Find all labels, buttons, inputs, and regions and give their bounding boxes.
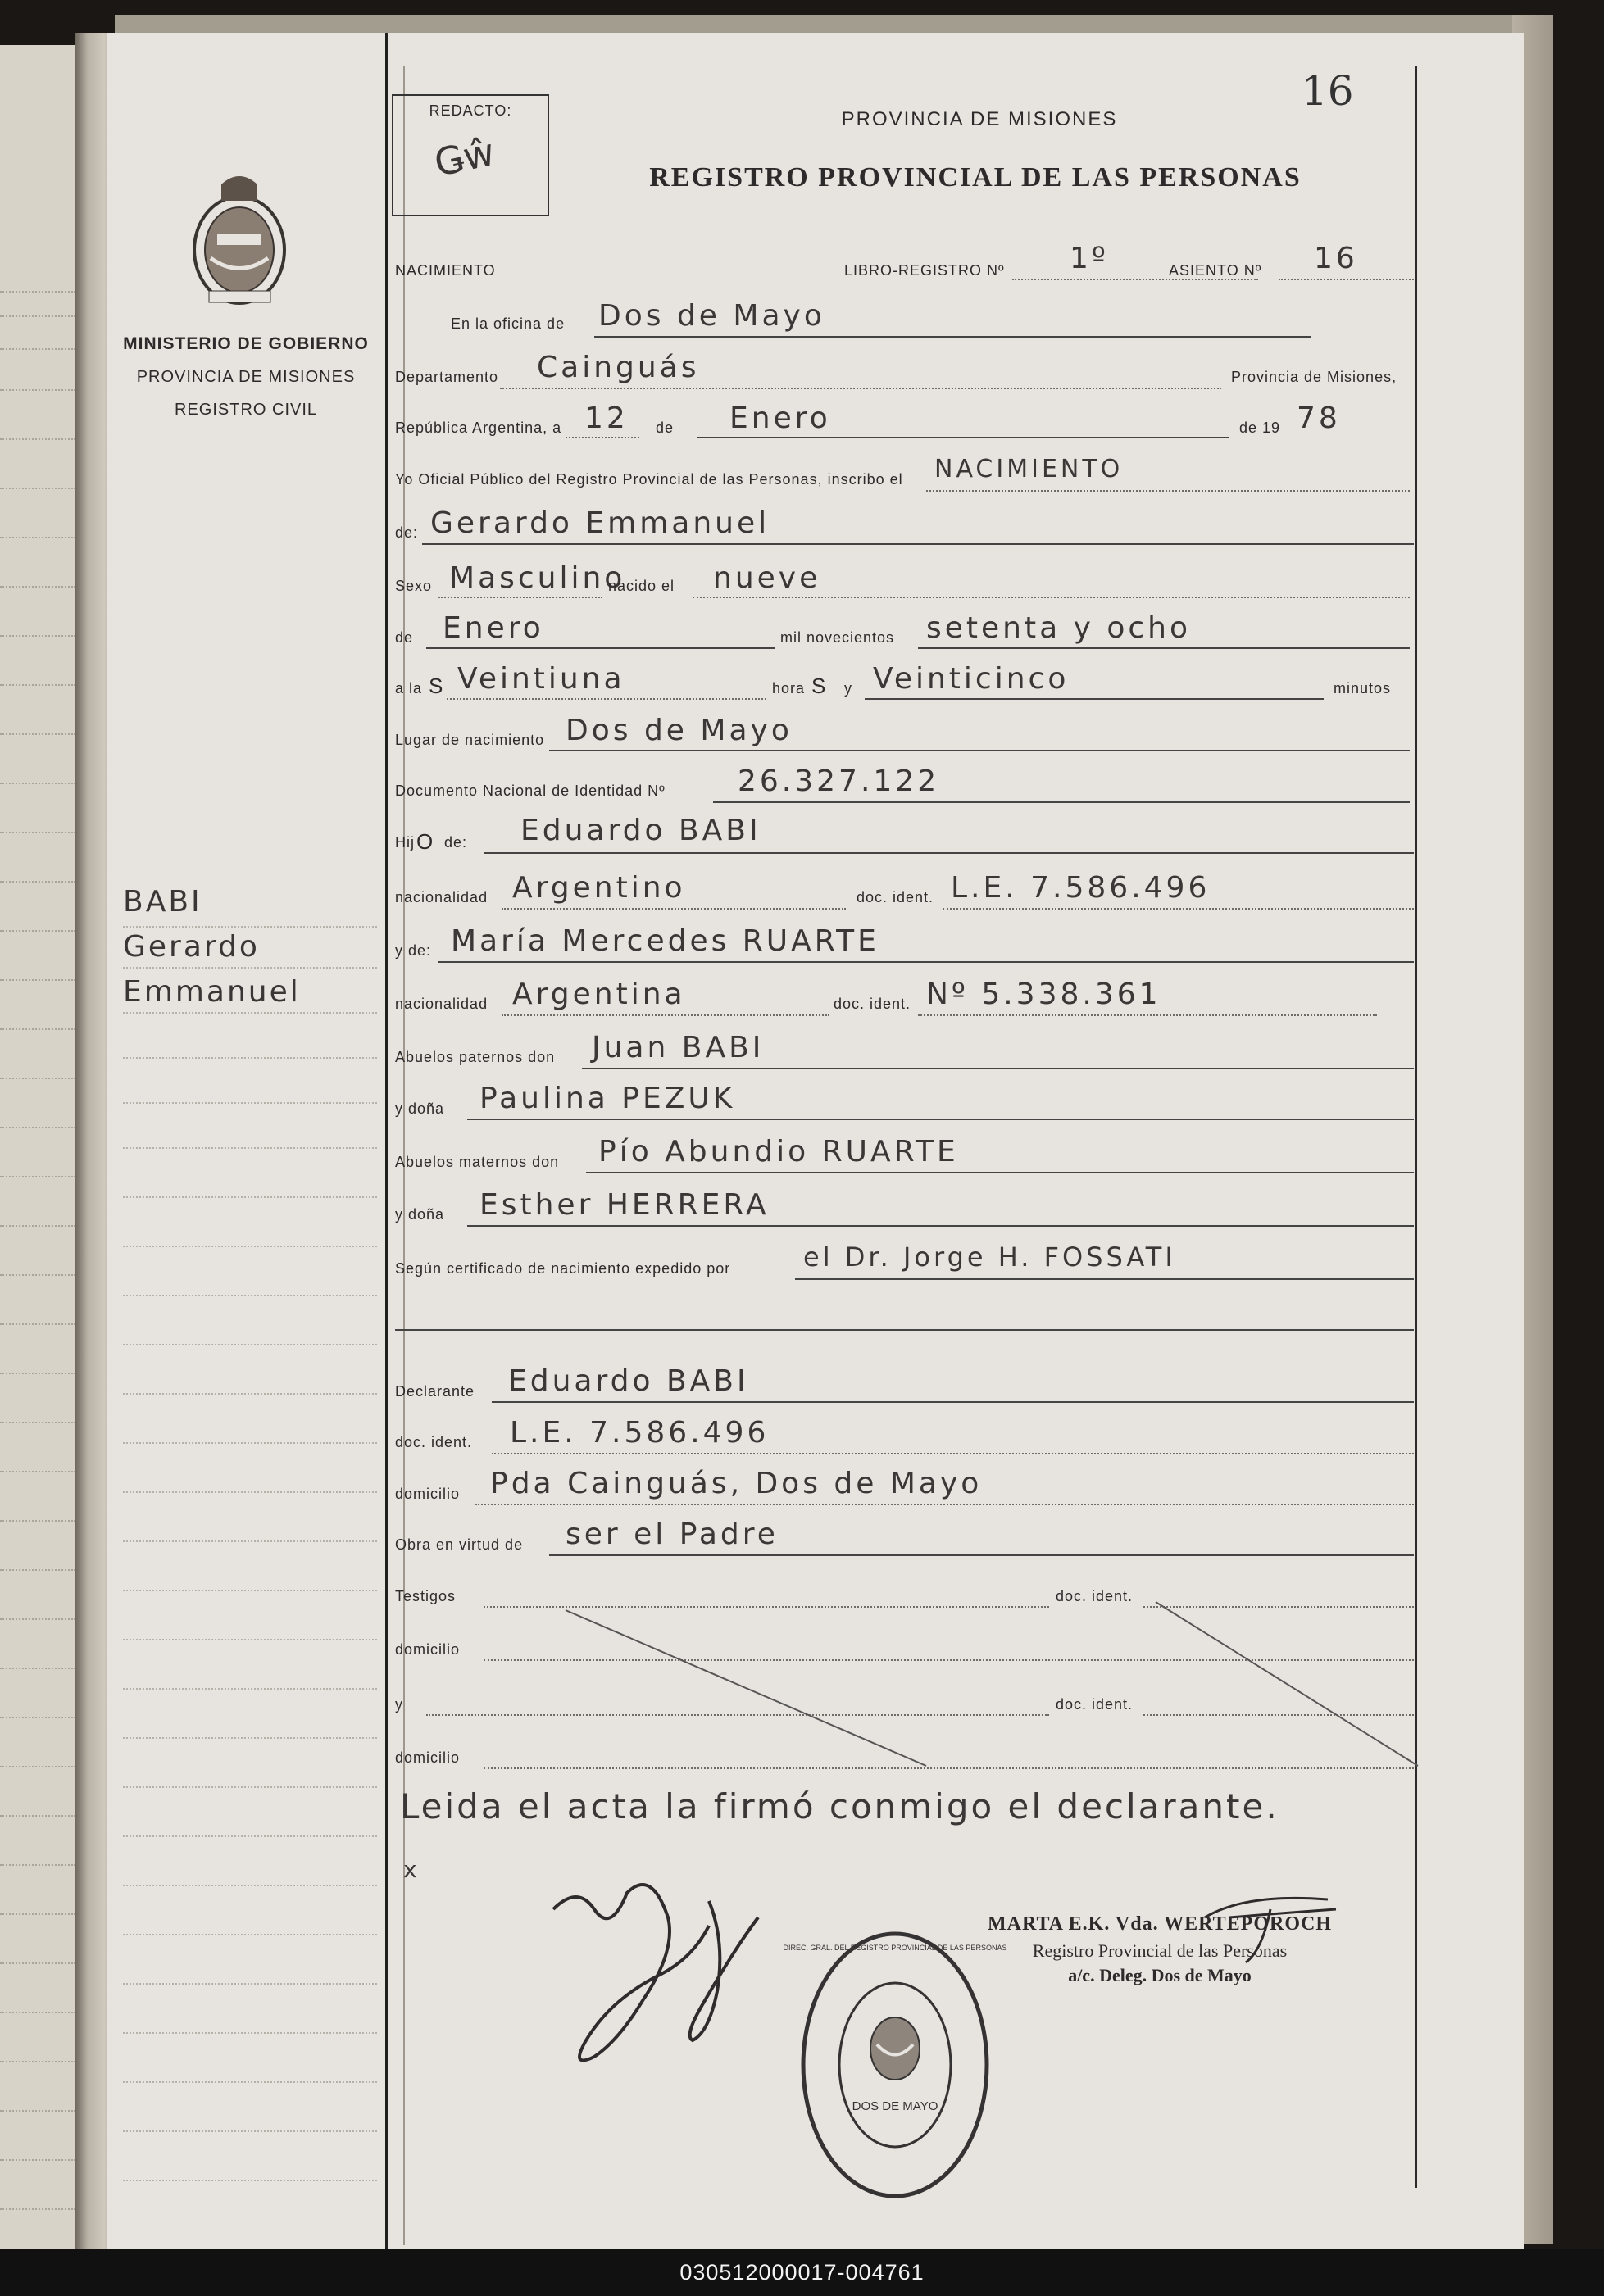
footer-id: 030512000017-004761	[0, 2249, 1604, 2296]
official-registry: Registro Provincial de las Personas	[1032, 1940, 1288, 1961]
oficina-label: En la oficina de	[451, 315, 566, 332]
a-la-label: a la	[395, 680, 423, 697]
sexo-label: Sexo	[395, 578, 433, 594]
margin-given-name-1: Gerardo	[123, 930, 260, 964]
record-type-label: NACIMIENTO	[395, 262, 496, 279]
declarant-signature	[545, 1876, 824, 2081]
padre-doc-value: L.E. 7.586.496	[951, 871, 1211, 905]
province-name: PROVINCIA DE MISIONES	[136, 368, 356, 386]
abuela-pat-value: Paulina PEZUK	[479, 1082, 736, 1115]
departamento-value: Cainguás	[537, 351, 700, 384]
lugar-label: Lugar de nacimiento	[395, 732, 545, 748]
testigos-label: Testigos	[395, 1588, 457, 1604]
mil-label: mil novecientos	[780, 629, 895, 646]
dia-value: 12	[584, 402, 629, 435]
libro-label: LIBRO-REGISTRO Nº	[844, 262, 1005, 279]
a-la-suffix: S	[429, 674, 444, 698]
margin-given-name-2: Emmanuel	[123, 975, 301, 1009]
coat-of-arms-icon	[184, 168, 295, 311]
lugar-value: Dos de Mayo	[566, 714, 793, 747]
margin-column	[107, 33, 388, 2249]
register-page	[107, 33, 1524, 2249]
mes-value: Enero	[729, 402, 831, 435]
hijo-label: Hij	[395, 834, 415, 851]
acto-value: NACIMIENTO	[934, 455, 1124, 483]
nacido-value: nueve	[713, 561, 821, 595]
abuela-mat-label: y doña	[395, 1206, 445, 1223]
testigo2-y-label: y	[395, 1696, 403, 1713]
nombre-value: Gerardo Emmanuel	[430, 506, 770, 540]
domicilio-label: domicilio	[395, 1486, 461, 1502]
hora-suffix: S	[811, 674, 827, 698]
minutos-value: Veinticinco	[873, 662, 1070, 696]
testigo1-doc-label: doc. ident.	[1056, 1588, 1134, 1604]
certificado-value: el Dr. Jorge H. FOSSATI	[803, 1241, 1176, 1273]
margin-surname: BABI	[123, 885, 202, 919]
libro-value: 1º	[1070, 242, 1109, 275]
de-nombre-label: de:	[395, 524, 419, 541]
declarante-label: Declarante	[395, 1383, 475, 1400]
oficial-label: Yo Oficial Público del Registro Provincial de las Personas, inscribo el	[395, 471, 903, 488]
obra-value: ser el Padre	[566, 1518, 779, 1551]
ministry-name: MINISTERIO DE GOBIERNO	[123, 334, 369, 353]
abuela-pat-label: y doña	[395, 1100, 445, 1117]
official-name: MARTA E.K. Vda. WERTEPOROCH	[987, 1913, 1333, 1935]
departamento-label: Departamento	[395, 369, 499, 385]
republica-label: República Argentina, a	[395, 420, 562, 436]
testigos-strike-lines	[566, 1602, 1426, 1803]
hijo-suffix: O	[416, 829, 434, 854]
redacto-initials: Ǥŵ	[430, 129, 499, 186]
declarante-value: Eduardo BABI	[508, 1364, 749, 1398]
testigo1-domicilio-label: domicilio	[395, 1641, 461, 1658]
y-label: y	[844, 680, 852, 697]
closing-text: Leida el acta la firmó conmigo el declarante.	[400, 1786, 1279, 1826]
nacido-label: nacido el	[608, 578, 675, 594]
domicilio-value: Pda Cainguás, Dos de Mayo	[490, 1467, 983, 1500]
hora-label: hora	[772, 680, 806, 697]
de-label: de	[656, 420, 675, 436]
dni-value: 26.327.122	[738, 765, 940, 798]
abuelo-mat-value: Pío Abundio RUARTE	[598, 1135, 959, 1168]
hijo-de-label: de:	[444, 834, 468, 851]
minutos-label: minutos	[1334, 680, 1392, 697]
anio-label: de 19	[1239, 420, 1281, 436]
registro-civil-label: REGISTRO CIVIL	[174, 401, 318, 419]
y-de-label: y de:	[395, 942, 432, 959]
facing-page	[0, 45, 78, 2249]
mes-nac-value: Enero	[443, 611, 544, 645]
redacto-box	[392, 94, 549, 216]
right-rule	[1415, 66, 1417, 2188]
signature-x: x	[403, 1856, 420, 1883]
abuelos-mat-label: Abuelos maternos don	[395, 1154, 560, 1170]
provincia-suffix: Provincia de Misiones,	[1231, 369, 1397, 385]
padre-doc-label: doc. ident.	[857, 889, 934, 905]
declarante-doc-value: L.E. 7.586.496	[510, 1416, 770, 1450]
de2-label: de	[395, 629, 414, 646]
header-province: PROVINCIA DE MISIONES	[841, 108, 1118, 130]
padre-value: Eduardo BABI	[520, 814, 761, 847]
oficina-value: Dos de Mayo	[598, 299, 825, 333]
hora-value: Veintiuna	[457, 662, 625, 696]
official-delegation: a/c. Deleg. Dos de Mayo	[1068, 1965, 1252, 1985]
padre-nac-value: Argentino	[512, 871, 686, 905]
abuelos-pat-label: Abuelos paternos don	[395, 1049, 556, 1065]
header-registry: REGISTRO PROVINCIAL DE LAS PERSONAS	[649, 162, 1302, 193]
testigo2-doc-label: doc. ident.	[1056, 1696, 1134, 1713]
obra-label: Obra en virtud de	[395, 1536, 524, 1553]
redacto-label: REDACTO:	[429, 102, 512, 119]
ministry-block	[107, 328, 385, 426]
anio-value: 78	[1297, 402, 1341, 435]
testigo2-domicilio-label: domicilio	[395, 1749, 461, 1766]
page-number: 16	[1302, 67, 1354, 115]
asiento-label: ASIENTO Nº	[1164, 262, 1266, 279]
abuela-mat-value: Esther HERRERA	[479, 1188, 770, 1222]
abuelo-pat-value: Juan BABI	[592, 1031, 765, 1064]
madre-value: María Mercedes RUARTE	[451, 924, 879, 958]
anio-nac-value: setenta y ocho	[926, 611, 1192, 645]
seal-outer-text: DIREC. GRAL. DEL REGISTRO PROVINCIAL DE LAS PERSONAS	[783, 1944, 1007, 1952]
padre-nac-label: nacionalidad	[395, 889, 488, 905]
madre-doc-label: doc. ident.	[834, 996, 911, 1012]
dni-label: Documento Nacional de Identidad Nº	[395, 783, 666, 799]
seal-inner-text: DOS DE MAYO	[852, 2099, 938, 2113]
madre-nac-value: Argentina	[512, 978, 686, 1011]
declarante-doc-label: doc. ident.	[395, 1434, 473, 1450]
madre-doc-value: Nº 5.338.361	[926, 978, 1161, 1011]
sexo-value: Masculino	[449, 561, 626, 595]
madre-nac-label: nacionalidad	[395, 996, 488, 1012]
certificado-label: Según certificado de nacimiento expedido por	[395, 1260, 731, 1277]
asiento-value: 16	[1314, 242, 1358, 275]
